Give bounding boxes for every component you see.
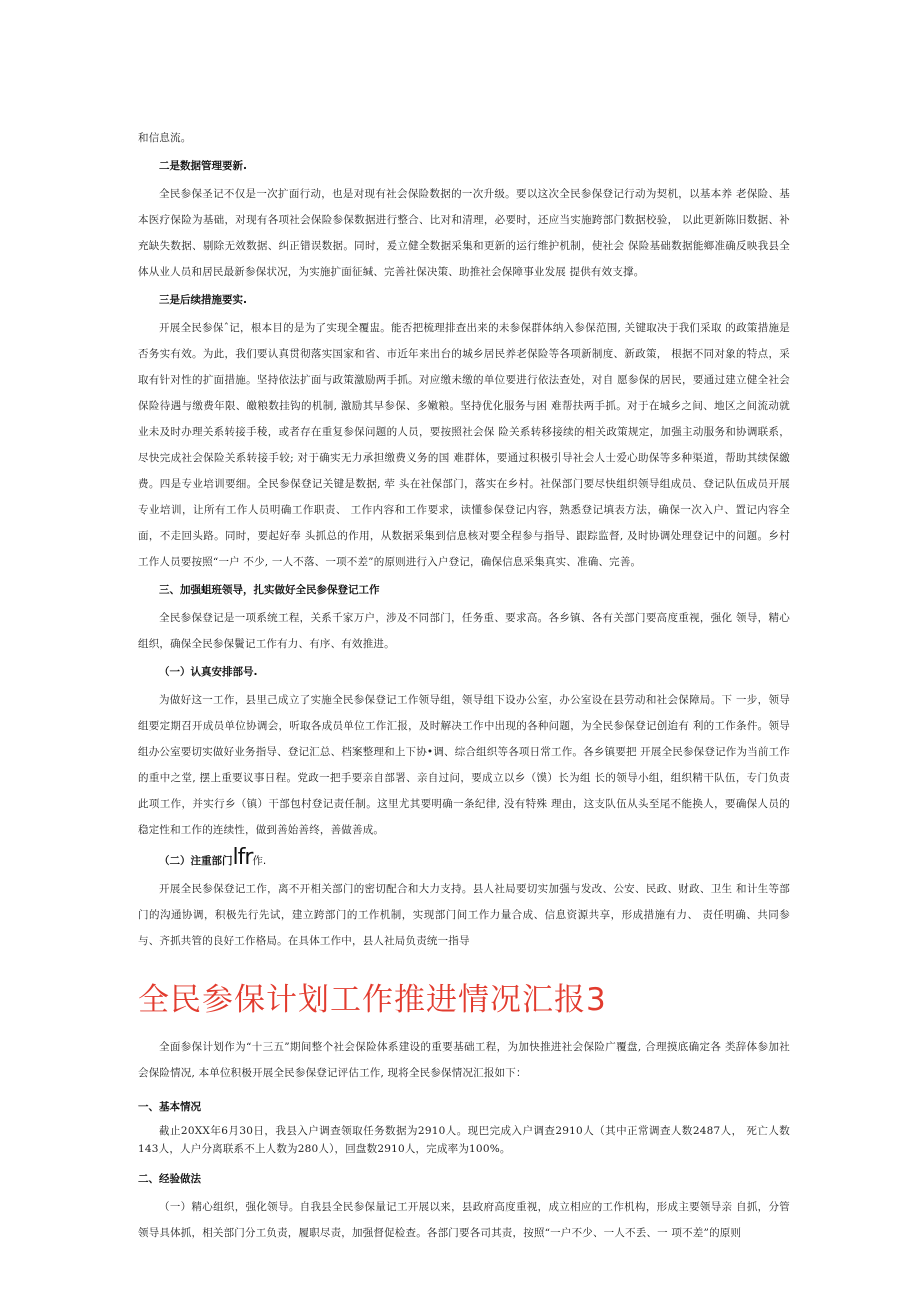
- paragraph-experience: （一）精心组织，强化领导。自我县全民参保量记工开展以来，县政府高度重视，成立相应的工作机构，形成主要领导亲 自抓，分管领导具体抓，相关部门分工负责，履职尽责，加强督促检查。各部门要各司其责，按照“一户不少、一人不丢、一 项不差”的原则: [138, 1201, 790, 1239]
- heading-ocr-mark: lfr: [232, 845, 253, 870]
- heading-data-management: 二是数据管理要新.: [159, 160, 247, 172]
- heading-basic-situation: 一、基本情况: [138, 1101, 201, 1113]
- report-title: 全民参保计划工作推进情况汇报3: [138, 982, 607, 1018]
- paragraph-basic-situation: 截止20XX年6月30日，我县入户调查领取任务数据为2910人。现巴完成入户调查2910人（其中正常调查人数2487人， 死亡人数143人，人户分离联系不上人数为280人），回盘数2910人，完成率为100%。: [138, 1125, 790, 1155]
- heading-prefix: （二）注重部门: [159, 855, 233, 867]
- paragraph-follow-up: 开展全民参保ˆ记，根本目的是为了实现全覆盅。能否把梳理排查出来的未参保群体纳入参保范围, 关键取决于我们采取 的政策措施是否务实有效。为此，我们要认真贯彻落实国家和省、市近年来出台的城乡居民养老保险等各项新制度、新政策， 根据不同对象的特点，采取有针对性的扩面措施。坚持依法扩面与政策激励两手抓。对应缴未缴的单位要进行依法查处，对自 愿参保的居民，要通过建立健全社会保险待遇与缴费年限、皦粮数挂钩的机制, 激励其早参保、多嫩粮。坚持优化服务与困 难帮扶两手抓。对于在城乡之间、地区之间流动就业未及时办理关系转接手稜，或者存在重复参保问题的人员，要按照社会保 险关系转移接续的相关政策规定，加强主动服务和协调联系，尽快完成社会保险关系转接手较; 对于确实无力承担缴费义务的国 难群体，要通过积极引导社会人士爱心助保等多种渠道，帮助其续保繳费。四是专业培训要细。全民参保登记关键是数据, 荦 头在社保部门，落实在乡村。社保部门要尽快组织领导组成员、登记队伍成员开展专业培训，让所有工作人员明确工作职责、 工作内容和工作要求，读懂参保登记内容，熟悉登记填表方法，确保一次入户、置记内容全面，不走回头路。同时，要起好奉 头抓总的作用，从数据采集到信息核对要全程参与指导、跟踪监督, 及时协调处理登记中的问题。乡村工作人员要按照“一户 不少, 一人不落、一项不差”的原则进行入户登记，确保信息采集真实、准确、完善。: [138, 322, 790, 568]
- paragraph-arrangement: 为做好这一工作，县里己成立了实施全民参保登记工作领导组，领导组下设办公室，办公室设在县劳动和社会保障局。下 一步，领导组要定期召开成员单位协调会，听取各成员单位工作汇报，及时解决工作中出现的各种问题，为全民参保登记创迨有 利的工作条件。领导组办公室要切实做好业务指导、登记汇总、档案整理和上下协•调、综合组织等各项日常工作。各乡镇要把 开展全民参保登记作为当前工作的重中之堂, 摆上重要议事日程。党政一把手要亲自部署、亲自过问，要成立以乡（馍）长为组 长的领导小组，组织精干队伍，专门负责此项工作，并实行乡（镇）干部包村登记责任制。这里尤其要明确一条纪律, 没有特殊 理由，这支队伍从头至尾不能换人，要确保人员的稳定性和工作的连续性，做到善始善终，善做善成。: [138, 694, 790, 836]
- paragraph-tail: 和信息流。: [138, 132, 192, 144]
- heading-arrangement: （一）认真安排部号.: [159, 666, 258, 678]
- document-page: [138, 125, 790, 1246]
- paragraph-strengthen-leadership: 全民参保登记是一项系统工程，关系千家万户，涉及不同部门，任务重、要求高。各乡镇、各有关部门要高度重视，强化 领导，精心组织，确保全民参保鬢记工作有力、有序、有效推进。: [138, 612, 790, 650]
- heading-suffix: 作.: [252, 855, 267, 867]
- heading-strengthen-leadership: 三、加强蛆班领导，扎实做好全民参保登记工作: [159, 584, 380, 596]
- heading-experience: 二、经验做法: [138, 1173, 201, 1185]
- paragraph-intro: 全面参保计划作为“十三五”期间整个社会保险体系建设的重要基础工程，为加快推进社会保险广覆盘, 合理摸底确定各 类辞体参加社会保险情况, 本单位积极开展全民参保登记评估工作, 现将全民参保情况汇报如下：: [138, 1041, 790, 1079]
- paragraph-department-cooperation: 开展全民参保登记工作，离不开相关部门的密切配合和大力支持。县人社局要切实加强与发改、公安、民政、财政、卫生 和计生等部门的沟通协调，积极先行先试，建立跨部门的工作机制，实现部门间工作力量合成、信息资源共享，形成措施有力、 责任明确、共同参与、齐抓共管的良好工作格局。在具体工作中，县人社局负责统一指导: [138, 883, 790, 947]
- paragraph-data-management: 全民参保圣记不仅是一次扩面行动，也是对现有社会保险数据的一次升级。要以这次全民参保登记行动为契机，以基本养 老保险、基本医疗保险为基础，对现有各项社会保险参保数据进行整合、比对和清理，必要时，还应当实施跨部门数据校验， 以此更新陈旧数据、补充缺失数据、剔除无效数据、纠正错误数据。同时，爰立健全数据采集和更新的运行维护机制，使社会 保险基础数据能鄉准确反映我县全体从业人员和居民最新参保状况，为实施扩面征缄、完善社保决策、助推社会保障事业发展 提供有效支撑。: [138, 188, 790, 278]
- heading-department-cooperation: [159, 845, 790, 874]
- heading-follow-up: 三是后续措施要实.: [159, 294, 247, 306]
